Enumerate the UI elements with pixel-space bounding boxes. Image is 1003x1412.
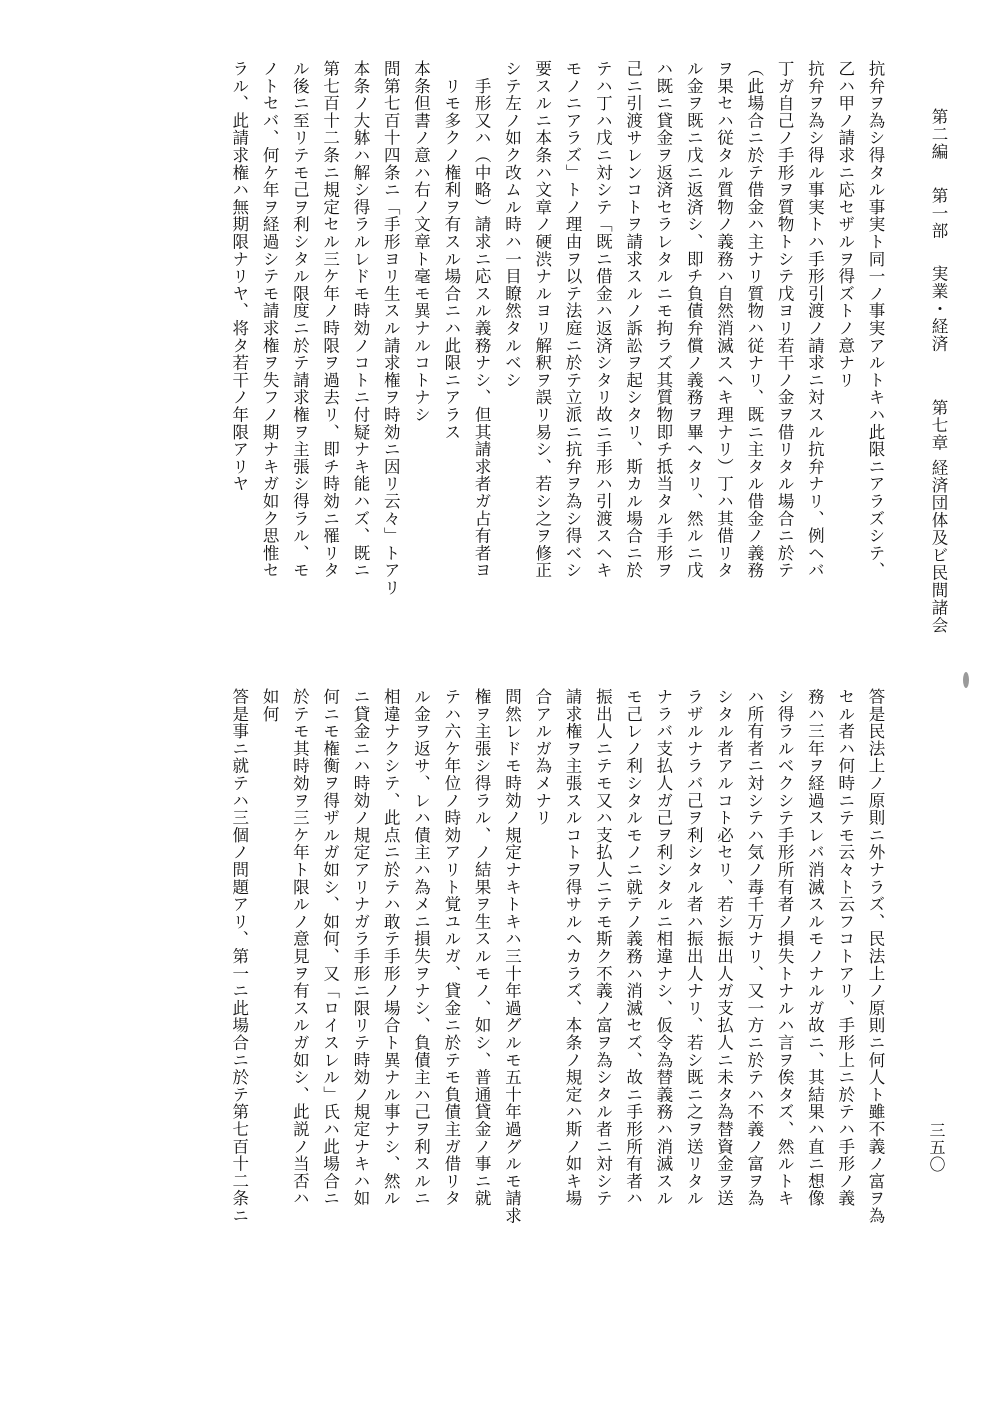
page-number: 三五〇 [927, 1122, 946, 1173]
text-column: 答是民法上ノ原則ニ外ナラズ、民法上ノ原則ニ何人ト雖不義ノ富ヲ為 [866, 688, 885, 1225]
text-column: テハ六ケ年位ノ時効アリト覚ユルガ、貸金ニ於テモ負債主ガ借リタ [441, 688, 461, 1207]
text-column: ル後ニ至リテモ己ヲ利シタル限度ニ於テ請求権ヲ主張シ得ラル、モ [290, 60, 310, 579]
text-column: 手形又ハ（中略）請求ニ応スル義務ナシ、但其請求者ガ占有者ヨ [472, 60, 492, 579]
text-column: 乙ハ甲ノ請求ニ応セザルヲ得ズトノ意ナリ [835, 60, 855, 389]
text-column: 如何 [260, 688, 280, 723]
text-column: ニ貸金ニハ時効ノ規定アリナガラ手形ニ限リテ時効ノ規定ナキハ如 [350, 688, 370, 1207]
text-column: セル者ハ何時ニテモ云々ト云フコトアリ、手形上ニ於テハ手形ノ義 [835, 688, 855, 1207]
ink-blot [963, 672, 969, 688]
text-column: 要スルニ本条ハ文章ノ硬渋ナルヨリ解釈ヲ誤リ易シ、若シ之ヲ修正 [532, 60, 552, 579]
text-column: 丁ガ自己ノ手形ヲ質物トシテ戊ヨリ若干ノ金ヲ借リタル場合ニ於テ [775, 60, 795, 579]
header-chapter-title: 経済団体及ビ民間諸会 [929, 459, 948, 634]
text-column: ハ所有者ニ対シテハ気ノ毒千万ナリ、又一方ニ於テハ不義ノ富ヲ為 [744, 688, 764, 1207]
text-block-bottom [70, 688, 890, 1308]
text-column: シ得ラルベクシテ手形所有者ノ損失トナルハ言ヲ俟タズ、然ルトキ [775, 688, 795, 1207]
text-column: 本条ノ大躰ハ解シ得ラルレドモ時効ノコトニ付疑ナキ能ハズ、既ニ [350, 60, 370, 579]
text-column: 抗弁ヲ為シ得ル事実トハ手形引渡ノ請求ニ対スル抗弁ナリ、例ヘバ [805, 60, 825, 579]
text-column: ヲ果セハ従タル質物ノ義務ハ自然消滅スヘキ理ナリ）丁ハ其借リタ [714, 60, 734, 579]
text-column: リモ多クノ権利ヲ有スル場合ニハ此限ニアラス [441, 60, 461, 441]
text-column: 請求権ヲ主張スルコトヲ得サルヘカラズ、本条ノ規定ハ斯ノ如キ場 [563, 688, 583, 1207]
text-column: 振出人ニテモ又ハ支払人ニテモ斯ク不義ノ富ヲ為シタル者ニ対シテ [593, 688, 613, 1207]
header-section-title: 実業・経済 [929, 265, 948, 353]
text-column: 何ニモ権衡ヲ得ザルガ如シ、如何、又「ロイスレル」氏ハ此場合ニ [320, 688, 340, 1207]
running-header [910, 108, 950, 668]
text-column: 於テモ其時効ヲ三ケ年ト限ルノ意見ヲ有スルガ如シ、此説ノ当否ハ [290, 688, 310, 1207]
text-column: ル金ヲ既ニ戊ニ返済シ、即チ負債弁償ノ義務ヲ畢ヘタリ、然ルニ戊 [684, 60, 704, 579]
text-column: ナラバ支払人ガ己ヲ利シタルニ相違ナシ、仮令為替義務ハ消滅スル [653, 688, 673, 1207]
text-column: 答是事ニ就テハ三個ノ問題アリ、第一ニ此場合ニ於テ第七百十二条ニ [229, 688, 249, 1225]
text-column: （此場合ニ於テ借金ハ主ナリ質物ハ従ナリ、既ニ主タル借金ノ義務 [744, 60, 764, 579]
text-column: ラル、此請求権ハ無期限ナリヤ、将タ若干ノ年限アリヤ [229, 60, 249, 493]
text-column: 己ニ引渡サレンコトヲ請求スルノ訴訟ヲ起シタリ、斯カル場合ニ於 [623, 60, 643, 579]
text-column: 抗弁ヲ為シ得タル事実ト同一ノ事実アルトキハ此限ニアラズシテ、 [866, 60, 885, 579]
text-column: モノニアラズ」トノ理由ヲ以テ法庭ニ於テ立派ニ抗弁ヲ為シ得ベシ [563, 60, 583, 579]
text-column: テハ丁ハ戊ニ対シテ「既ニ借金ハ返済シタリ故ニ手形ハ引渡スヘキ [593, 60, 613, 579]
text-column: 第七百十二条ニ規定セル三ケ年ノ時限ヲ過去リ、即チ時効ニ罹リタ [320, 60, 340, 579]
text-column: ル金ヲ返サ、レハ債主ハ為メニ損失ヲナシ、負債主ハ己ヲ利スルニ [411, 688, 431, 1207]
text-column: 問然レドモ時効ノ規定ナキトキハ三十年過グルモ五十年過グルモ請求 [502, 688, 522, 1225]
text-column: 合アルガ為メナリ [532, 688, 552, 827]
text-column: 相違ナクシテ、此点ニ於テハ敢テ手形ノ場合ト異ナル事ナシ、然ル [381, 688, 401, 1207]
text-column: モ己レノ利シタルモノニ就テノ義務ハ消滅セズ、故ニ手形所有者ハ [623, 688, 643, 1207]
text-block-top [70, 60, 890, 665]
header-part: 第二編 [929, 108, 948, 161]
text-column: シタル者アルコト必セリ、若シ振出人ガ支払人ニ未タ為替資金ヲ送 [714, 688, 734, 1207]
text-column: 権ヲ主張シ得ラル、ノ結果ヲ生スルモノ、如シ、普通貸金ノ事ニ就 [472, 688, 492, 1207]
header-chapter: 第七章 [929, 398, 948, 451]
text-column: 務ハ三年ヲ経過スレバ消滅スルモノナルガ故ニ、其結果ハ直ニ想像 [805, 688, 825, 1207]
text-column: 問第七百十四条ニ「手形ヨリ生スル請求権ヲ時効ニ因リ云々」トアリ [381, 60, 401, 597]
text-column: シテ左ノ如ク改ムル時ハ一目瞭然タルベシ [502, 60, 522, 389]
header-section: 第一部 [929, 186, 948, 239]
text-column: ハ既ニ貸金ヲ返済セラレタルニモ拘ラズ其質物即チ抵当タル手形ヲ [653, 60, 673, 579]
text-column: 本条但書ノ意ハ右ノ文章ト毫モ異ナルコトナシ [411, 60, 431, 424]
text-column: ラザルナラバ己ヲ利シタル者ハ振出人ナリ、若シ既ニ之ヲ送リタル [684, 688, 704, 1207]
text-column: ノトセバ、何ケ年ヲ経過シテモ請求権ヲ失フノ期ナキガ如ク思惟セ [260, 60, 280, 579]
